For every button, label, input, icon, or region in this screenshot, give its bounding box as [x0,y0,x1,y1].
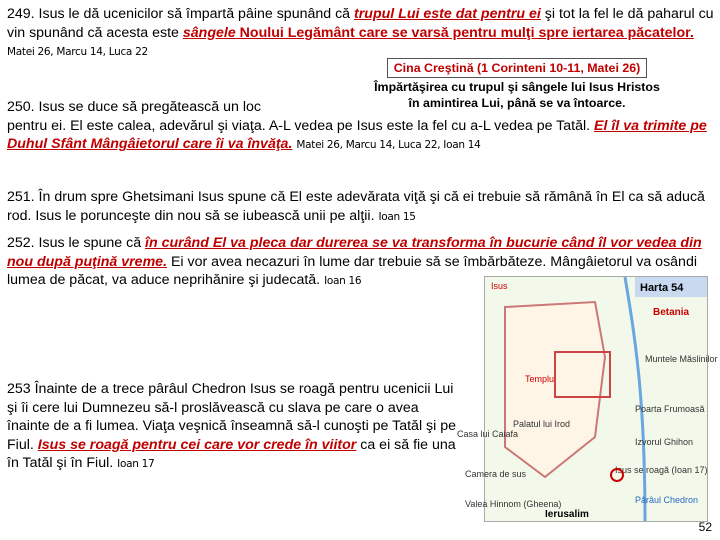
page-number: 52 [698,520,712,534]
p250-cont: pentru ei. El este calea, adevărul şi viaţa. A-L vedea pe Isus este la fel cu a-L vedea pe Tatăl. [7,117,595,134]
callout-line1: Împărtăşirea cu trupul şi sângele lui Isus Hristos [374,80,660,94]
map-isus-label: Isus [491,281,508,291]
map-casa: Casa lui Caiafa [457,429,519,439]
map-paraul: Pârâul Chedron [635,495,699,505]
map-betania: Betania [653,307,690,318]
map-isus-ioan: Isus se roagă (Ioan 17) [615,465,708,475]
paragraph-251 [7,188,715,226]
p249-red-body: trupul Lui este dat pentru ei [354,6,541,22]
map-valea: Valea Hinnom (Gheena) [465,499,562,509]
p253-cont: ca ei să fie una în Tatăl şi în Fiul. [7,436,456,472]
p252-ref: Ioan 16 [324,275,362,288]
callout-line2: în amintirea Lui, până se va întoarce. [408,96,626,110]
paragraph-249 [7,5,715,62]
map-templu: Templu [525,374,555,384]
map-drawing [457,277,718,521]
p250-red: El îl va trimite pe Duhul Sfânt Mângâietorul care îi va învăţa. [7,117,707,153]
p252-lead: 252. Isus le spune că [7,235,146,251]
p253-ref: Ioan 17 [117,458,155,471]
paragraph-253 [7,380,457,474]
map-izvorul: Izvorul Ghihon [635,437,694,447]
map-ierusalim: Ierusalim [545,509,589,520]
p249-mid: şi tot la fel le dă paharul cu vin spunând că acesta este [7,6,714,41]
p251-ref: Ioan 15 [378,210,416,223]
p251-text: 251. În drum spre Ghetsimani Isus spune că El este adevărata viţă şi că ei trebuie să rămână în El ca să aducă rod. Isus le porunceşte din nou să se iubească unii pe alţii. [7,189,705,224]
map-title: Harta 54 [640,282,684,294]
jerusalem-map [457,276,718,522]
paragraph-250 [7,98,715,155]
p249-ref: Matei 26, Marcu 14, Luca 22 [7,46,148,59]
p249-lead: 249. Isus le dă ucenicilor să împartă pâine spunând că [7,6,355,22]
p250-lead: 250. Isus se duce să pregătească un loc [7,99,261,115]
map-camera: Camera de sus [465,469,527,479]
p249-red-blood: sângele [182,24,236,41]
p250-ref: Matei 26, Marcu 14, Luca 22, Ioan 14 [296,139,481,152]
map-muntele: Muntele Măslinilor [645,354,718,364]
map-palatul: Palatul lui Irod [513,419,571,429]
p252-red: în curând El va pleca dar durerea se va transforma în bucurie când îl vor vedea din nou după puţină vreme. [7,235,702,270]
map-poarta: Poarta Frumoasă [635,404,705,414]
p252-cont: Ei vor avea necazuri în lume dar trebuie să se îmbărbăteze. Mângâietorul va osândi lumea de păcat, va aduce neprihănire şi judecată. [7,253,697,289]
p249-red-covenant: Noului Legământ care se varsă pentru mulţi spre iertarea păcatelor. [235,24,694,41]
p253-lead: 253 Înainte de a trece pârâul Chedron Isus se roagă pentru ucenicii Lui şi îi cere lui Dumnezeu să-l proslăvească cu slava pe care o avea înainte de a fi lumea. Viaţa veşnică înseamnă să-l cunoşti pe Tatăl şi pe Fiul. [7,381,457,453]
p253-red: Isus se roagă pentru cei care vor crede în viitor [37,436,357,453]
callout-title: Cina Creştină (1 Corinteni 10-11, Matei 26) [387,58,648,78]
